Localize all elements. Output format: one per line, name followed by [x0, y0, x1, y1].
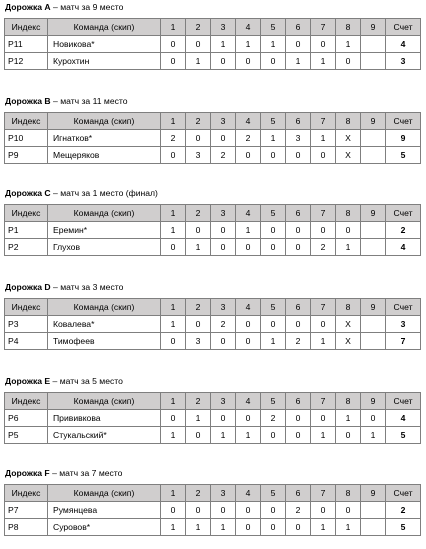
end-score-8: 0 — [336, 427, 361, 444]
end-score-3: 0 — [211, 130, 236, 147]
end-score-9: 0 — [361, 410, 386, 427]
end-score-1: 0 — [161, 410, 186, 427]
section-title — [5, 2, 123, 13]
end-score-7: 1 — [311, 333, 336, 350]
end-score-9 — [361, 333, 386, 350]
header-row — [5, 19, 421, 36]
end-score-8: X — [336, 316, 361, 333]
team-name: Прививкова — [48, 410, 161, 427]
team-index: P3 — [5, 316, 48, 333]
end-score-3: 0 — [211, 222, 236, 239]
end-score-4: 0 — [236, 502, 261, 519]
section-title — [5, 282, 123, 293]
end-score-5: 0 — [261, 502, 286, 519]
header-total: Счет — [386, 113, 421, 130]
end-score-4: 0 — [236, 316, 261, 333]
header-team: Команда (скип) — [48, 393, 161, 410]
end-score-9 — [361, 239, 386, 256]
end-score-2: 3 — [186, 147, 211, 164]
end-score-3: 0 — [211, 239, 236, 256]
match-description: – матч за 3 место — [50, 282, 124, 292]
team-name: Еремин* — [48, 222, 161, 239]
header-end-8: 8 — [336, 485, 361, 502]
end-score-9 — [361, 53, 386, 70]
header-end-2: 2 — [186, 485, 211, 502]
header-team: Команда (скип) — [48, 205, 161, 222]
team-name: Курохтин — [48, 53, 161, 70]
end-score-6: 0 — [286, 427, 311, 444]
team-index: P5 — [5, 427, 48, 444]
total-score: 5 — [386, 427, 421, 444]
end-score-7: 1 — [311, 53, 336, 70]
header-end-1: 1 — [161, 19, 186, 36]
end-score-5: 0 — [261, 147, 286, 164]
section-title — [5, 468, 122, 479]
end-score-9 — [361, 36, 386, 53]
end-score-2: 0 — [186, 222, 211, 239]
team-index: P4 — [5, 333, 48, 350]
end-score-1: 0 — [161, 147, 186, 164]
end-score-6: 0 — [286, 239, 311, 256]
end-score-9: 1 — [361, 427, 386, 444]
end-score-8: 0 — [336, 502, 361, 519]
end-score-7: 0 — [311, 222, 336, 239]
team-name: Мещеряков — [48, 147, 161, 164]
header-end-3: 3 — [211, 393, 236, 410]
header-index: Индекс — [5, 393, 48, 410]
end-score-8: 1 — [336, 519, 361, 536]
header-end-3: 3 — [211, 485, 236, 502]
end-score-4: 0 — [236, 519, 261, 536]
end-score-1: 0 — [161, 502, 186, 519]
end-score-1: 1 — [161, 427, 186, 444]
end-score-2: 3 — [186, 333, 211, 350]
header-end-1: 1 — [161, 485, 186, 502]
header-end-6: 6 — [286, 485, 311, 502]
end-score-4: 2 — [236, 130, 261, 147]
end-score-8: 1 — [336, 36, 361, 53]
end-score-6: 2 — [286, 333, 311, 350]
header-end-4: 4 — [236, 113, 261, 130]
header-end-5: 5 — [261, 205, 286, 222]
header-end-5: 5 — [261, 393, 286, 410]
scoreboard-table — [4, 204, 421, 256]
end-score-4: 0 — [236, 147, 261, 164]
end-score-6: 1 — [286, 53, 311, 70]
header-end-7: 7 — [311, 299, 336, 316]
total-score: 2 — [386, 502, 421, 519]
end-score-9 — [361, 316, 386, 333]
end-score-9 — [361, 130, 386, 147]
header-index: Индекс — [5, 485, 48, 502]
header-end-4: 4 — [236, 485, 261, 502]
end-score-6: 0 — [286, 36, 311, 53]
header-end-5: 5 — [261, 113, 286, 130]
lane-name: Дорожка F — [5, 468, 50, 478]
header-end-5: 5 — [261, 485, 286, 502]
lane-name: Дорожка A — [5, 2, 51, 12]
end-score-7: 2 — [311, 239, 336, 256]
end-score-2: 1 — [186, 53, 211, 70]
end-score-2: 1 — [186, 410, 211, 427]
end-score-2: 0 — [186, 316, 211, 333]
header-team: Команда (скип) — [48, 299, 161, 316]
team-index: P11 — [5, 36, 48, 53]
end-score-7: 0 — [311, 502, 336, 519]
header-end-4: 4 — [236, 205, 261, 222]
header-row — [5, 113, 421, 130]
header-end-6: 6 — [286, 299, 311, 316]
table-row — [5, 427, 421, 444]
team-name: Новикова* — [48, 36, 161, 53]
header-end-6: 6 — [286, 19, 311, 36]
team-index: P8 — [5, 519, 48, 536]
lane-name: Дорожка B — [5, 96, 51, 106]
end-score-2: 0 — [186, 36, 211, 53]
header-total: Счет — [386, 205, 421, 222]
end-score-6: 0 — [286, 410, 311, 427]
header-row — [5, 393, 421, 410]
team-index: P12 — [5, 53, 48, 70]
team-name: Стукальский* — [48, 427, 161, 444]
end-score-8: 1 — [336, 239, 361, 256]
end-score-1: 0 — [161, 36, 186, 53]
team-index: P1 — [5, 222, 48, 239]
end-score-7: 0 — [311, 147, 336, 164]
total-score: 4 — [386, 410, 421, 427]
total-score: 3 — [386, 316, 421, 333]
total-score: 4 — [386, 36, 421, 53]
end-score-5: 0 — [261, 53, 286, 70]
end-score-9 — [361, 147, 386, 164]
team-index: P2 — [5, 239, 48, 256]
header-index: Индекс — [5, 113, 48, 130]
total-score: 7 — [386, 333, 421, 350]
header-end-4: 4 — [236, 299, 261, 316]
end-score-1: 2 — [161, 130, 186, 147]
match-description: – матч за 1 место (финал) — [50, 188, 158, 198]
header-end-6: 6 — [286, 113, 311, 130]
total-score: 4 — [386, 239, 421, 256]
total-score: 3 — [386, 53, 421, 70]
header-row — [5, 205, 421, 222]
team-index: P7 — [5, 502, 48, 519]
team-name: Ковалева* — [48, 316, 161, 333]
end-score-3: 1 — [211, 36, 236, 53]
end-score-3: 0 — [211, 53, 236, 70]
header-end-7: 7 — [311, 485, 336, 502]
header-end-3: 3 — [211, 299, 236, 316]
end-score-1: 0 — [161, 53, 186, 70]
end-score-8: X — [336, 147, 361, 164]
section-title — [5, 188, 158, 199]
end-score-8: 0 — [336, 53, 361, 70]
end-score-4: 1 — [236, 222, 261, 239]
scoreboard-table — [4, 298, 421, 350]
end-score-1: 1 — [161, 519, 186, 536]
header-total: Счет — [386, 299, 421, 316]
header-end-7: 7 — [311, 205, 336, 222]
end-score-8: X — [336, 333, 361, 350]
end-score-8: X — [336, 130, 361, 147]
end-score-9 — [361, 222, 386, 239]
end-score-6: 3 — [286, 130, 311, 147]
header-end-8: 8 — [336, 19, 361, 36]
header-index: Индекс — [5, 299, 48, 316]
section-title — [5, 96, 128, 107]
header-end-8: 8 — [336, 205, 361, 222]
table-row — [5, 222, 421, 239]
header-end-1: 1 — [161, 113, 186, 130]
header-end-2: 2 — [186, 299, 211, 316]
header-team: Команда (скип) — [48, 113, 161, 130]
end-score-6: 0 — [286, 316, 311, 333]
header-end-1: 1 — [161, 299, 186, 316]
header-end-7: 7 — [311, 19, 336, 36]
end-score-7: 1 — [311, 427, 336, 444]
header-end-3: 3 — [211, 205, 236, 222]
match-description: – матч за 5 место — [50, 376, 123, 386]
team-name: Суровов* — [48, 519, 161, 536]
header-row — [5, 299, 421, 316]
table-row — [5, 316, 421, 333]
end-score-2: 0 — [186, 502, 211, 519]
end-score-1: 0 — [161, 333, 186, 350]
header-end-9: 9 — [361, 19, 386, 36]
header-end-1: 1 — [161, 205, 186, 222]
end-score-9 — [361, 502, 386, 519]
header-team: Команда (скип) — [48, 19, 161, 36]
header-end-8: 8 — [336, 113, 361, 130]
header-index: Индекс — [5, 19, 48, 36]
header-end-8: 8 — [336, 393, 361, 410]
end-score-5: 2 — [261, 410, 286, 427]
end-score-3: 0 — [211, 410, 236, 427]
end-score-2: 0 — [186, 130, 211, 147]
table-row — [5, 519, 421, 536]
end-score-7: 0 — [311, 410, 336, 427]
lane-name: Дорожка D — [5, 282, 51, 292]
header-row — [5, 485, 421, 502]
team-name: Румянцева — [48, 502, 161, 519]
team-name: Тимофеев — [48, 333, 161, 350]
end-score-5: 1 — [261, 36, 286, 53]
end-score-2: 1 — [186, 239, 211, 256]
end-score-5: 0 — [261, 222, 286, 239]
end-score-7: 0 — [311, 36, 336, 53]
team-name: Игнатков* — [48, 130, 161, 147]
header-end-9: 9 — [361, 393, 386, 410]
header-end-9: 9 — [361, 485, 386, 502]
table-row — [5, 147, 421, 164]
total-score: 5 — [386, 519, 421, 536]
team-index: P9 — [5, 147, 48, 164]
scoreboard-table — [4, 18, 421, 70]
table-row — [5, 502, 421, 519]
end-score-4: 0 — [236, 410, 261, 427]
end-score-4: 1 — [236, 36, 261, 53]
total-score: 9 — [386, 130, 421, 147]
end-score-3: 1 — [211, 427, 236, 444]
header-end-9: 9 — [361, 113, 386, 130]
end-score-1: 0 — [161, 239, 186, 256]
end-score-8: 1 — [336, 410, 361, 427]
end-score-1: 1 — [161, 316, 186, 333]
end-score-5: 0 — [261, 519, 286, 536]
end-score-2: 1 — [186, 519, 211, 536]
end-score-7: 1 — [311, 130, 336, 147]
end-score-2: 0 — [186, 427, 211, 444]
header-end-2: 2 — [186, 19, 211, 36]
end-score-5: 0 — [261, 239, 286, 256]
total-score: 2 — [386, 222, 421, 239]
section-title — [5, 376, 123, 387]
match-description: – матч за 11 место — [50, 96, 128, 106]
end-score-3: 2 — [211, 147, 236, 164]
end-score-4: 0 — [236, 53, 261, 70]
lane-name: Дорожка C — [5, 188, 51, 198]
end-score-3: 2 — [211, 316, 236, 333]
end-score-7: 1 — [311, 519, 336, 536]
end-score-7: 0 — [311, 316, 336, 333]
header-end-3: 3 — [211, 113, 236, 130]
header-end-2: 2 — [186, 113, 211, 130]
header-index: Индекс — [5, 205, 48, 222]
header-end-7: 7 — [311, 113, 336, 130]
total-score: 5 — [386, 147, 421, 164]
end-score-4: 1 — [236, 427, 261, 444]
match-description: – матч за 7 место — [49, 468, 123, 478]
end-score-1: 1 — [161, 222, 186, 239]
header-end-1: 1 — [161, 393, 186, 410]
lane-name: Дорожка E — [5, 376, 51, 386]
header-total: Счет — [386, 19, 421, 36]
table-row — [5, 36, 421, 53]
scoreboard-table — [4, 112, 421, 164]
team-name: Глухов — [48, 239, 161, 256]
header-total: Счет — [386, 393, 421, 410]
table-row — [5, 410, 421, 427]
end-score-3: 0 — [211, 333, 236, 350]
header-end-5: 5 — [261, 299, 286, 316]
header-end-2: 2 — [186, 393, 211, 410]
header-end-9: 9 — [361, 299, 386, 316]
end-score-6: 0 — [286, 147, 311, 164]
end-score-6: 0 — [286, 519, 311, 536]
header-end-3: 3 — [211, 19, 236, 36]
header-end-4: 4 — [236, 19, 261, 36]
table-row — [5, 333, 421, 350]
scoreboard-table — [4, 484, 421, 536]
end-score-4: 0 — [236, 239, 261, 256]
team-index: P10 — [5, 130, 48, 147]
header-end-7: 7 — [311, 393, 336, 410]
table-row — [5, 130, 421, 147]
end-score-5: 1 — [261, 130, 286, 147]
header-end-2: 2 — [186, 205, 211, 222]
team-index: P6 — [5, 410, 48, 427]
header-end-4: 4 — [236, 393, 261, 410]
header-end-6: 6 — [286, 205, 311, 222]
end-score-5: 0 — [261, 427, 286, 444]
table-row — [5, 53, 421, 70]
header-team: Команда (скип) — [48, 485, 161, 502]
match-description: – матч за 9 место — [50, 2, 124, 12]
end-score-6: 2 — [286, 502, 311, 519]
end-score-5: 0 — [261, 316, 286, 333]
header-total: Счет — [386, 485, 421, 502]
end-score-4: 0 — [236, 333, 261, 350]
end-score-8: 0 — [336, 222, 361, 239]
end-score-3: 1 — [211, 519, 236, 536]
header-end-8: 8 — [336, 299, 361, 316]
end-score-9 — [361, 519, 386, 536]
scoreboard-table — [4, 392, 421, 444]
table-row — [5, 239, 421, 256]
end-score-6: 0 — [286, 222, 311, 239]
header-end-5: 5 — [261, 19, 286, 36]
header-end-9: 9 — [361, 205, 386, 222]
end-score-3: 0 — [211, 502, 236, 519]
end-score-5: 1 — [261, 333, 286, 350]
header-end-6: 6 — [286, 393, 311, 410]
